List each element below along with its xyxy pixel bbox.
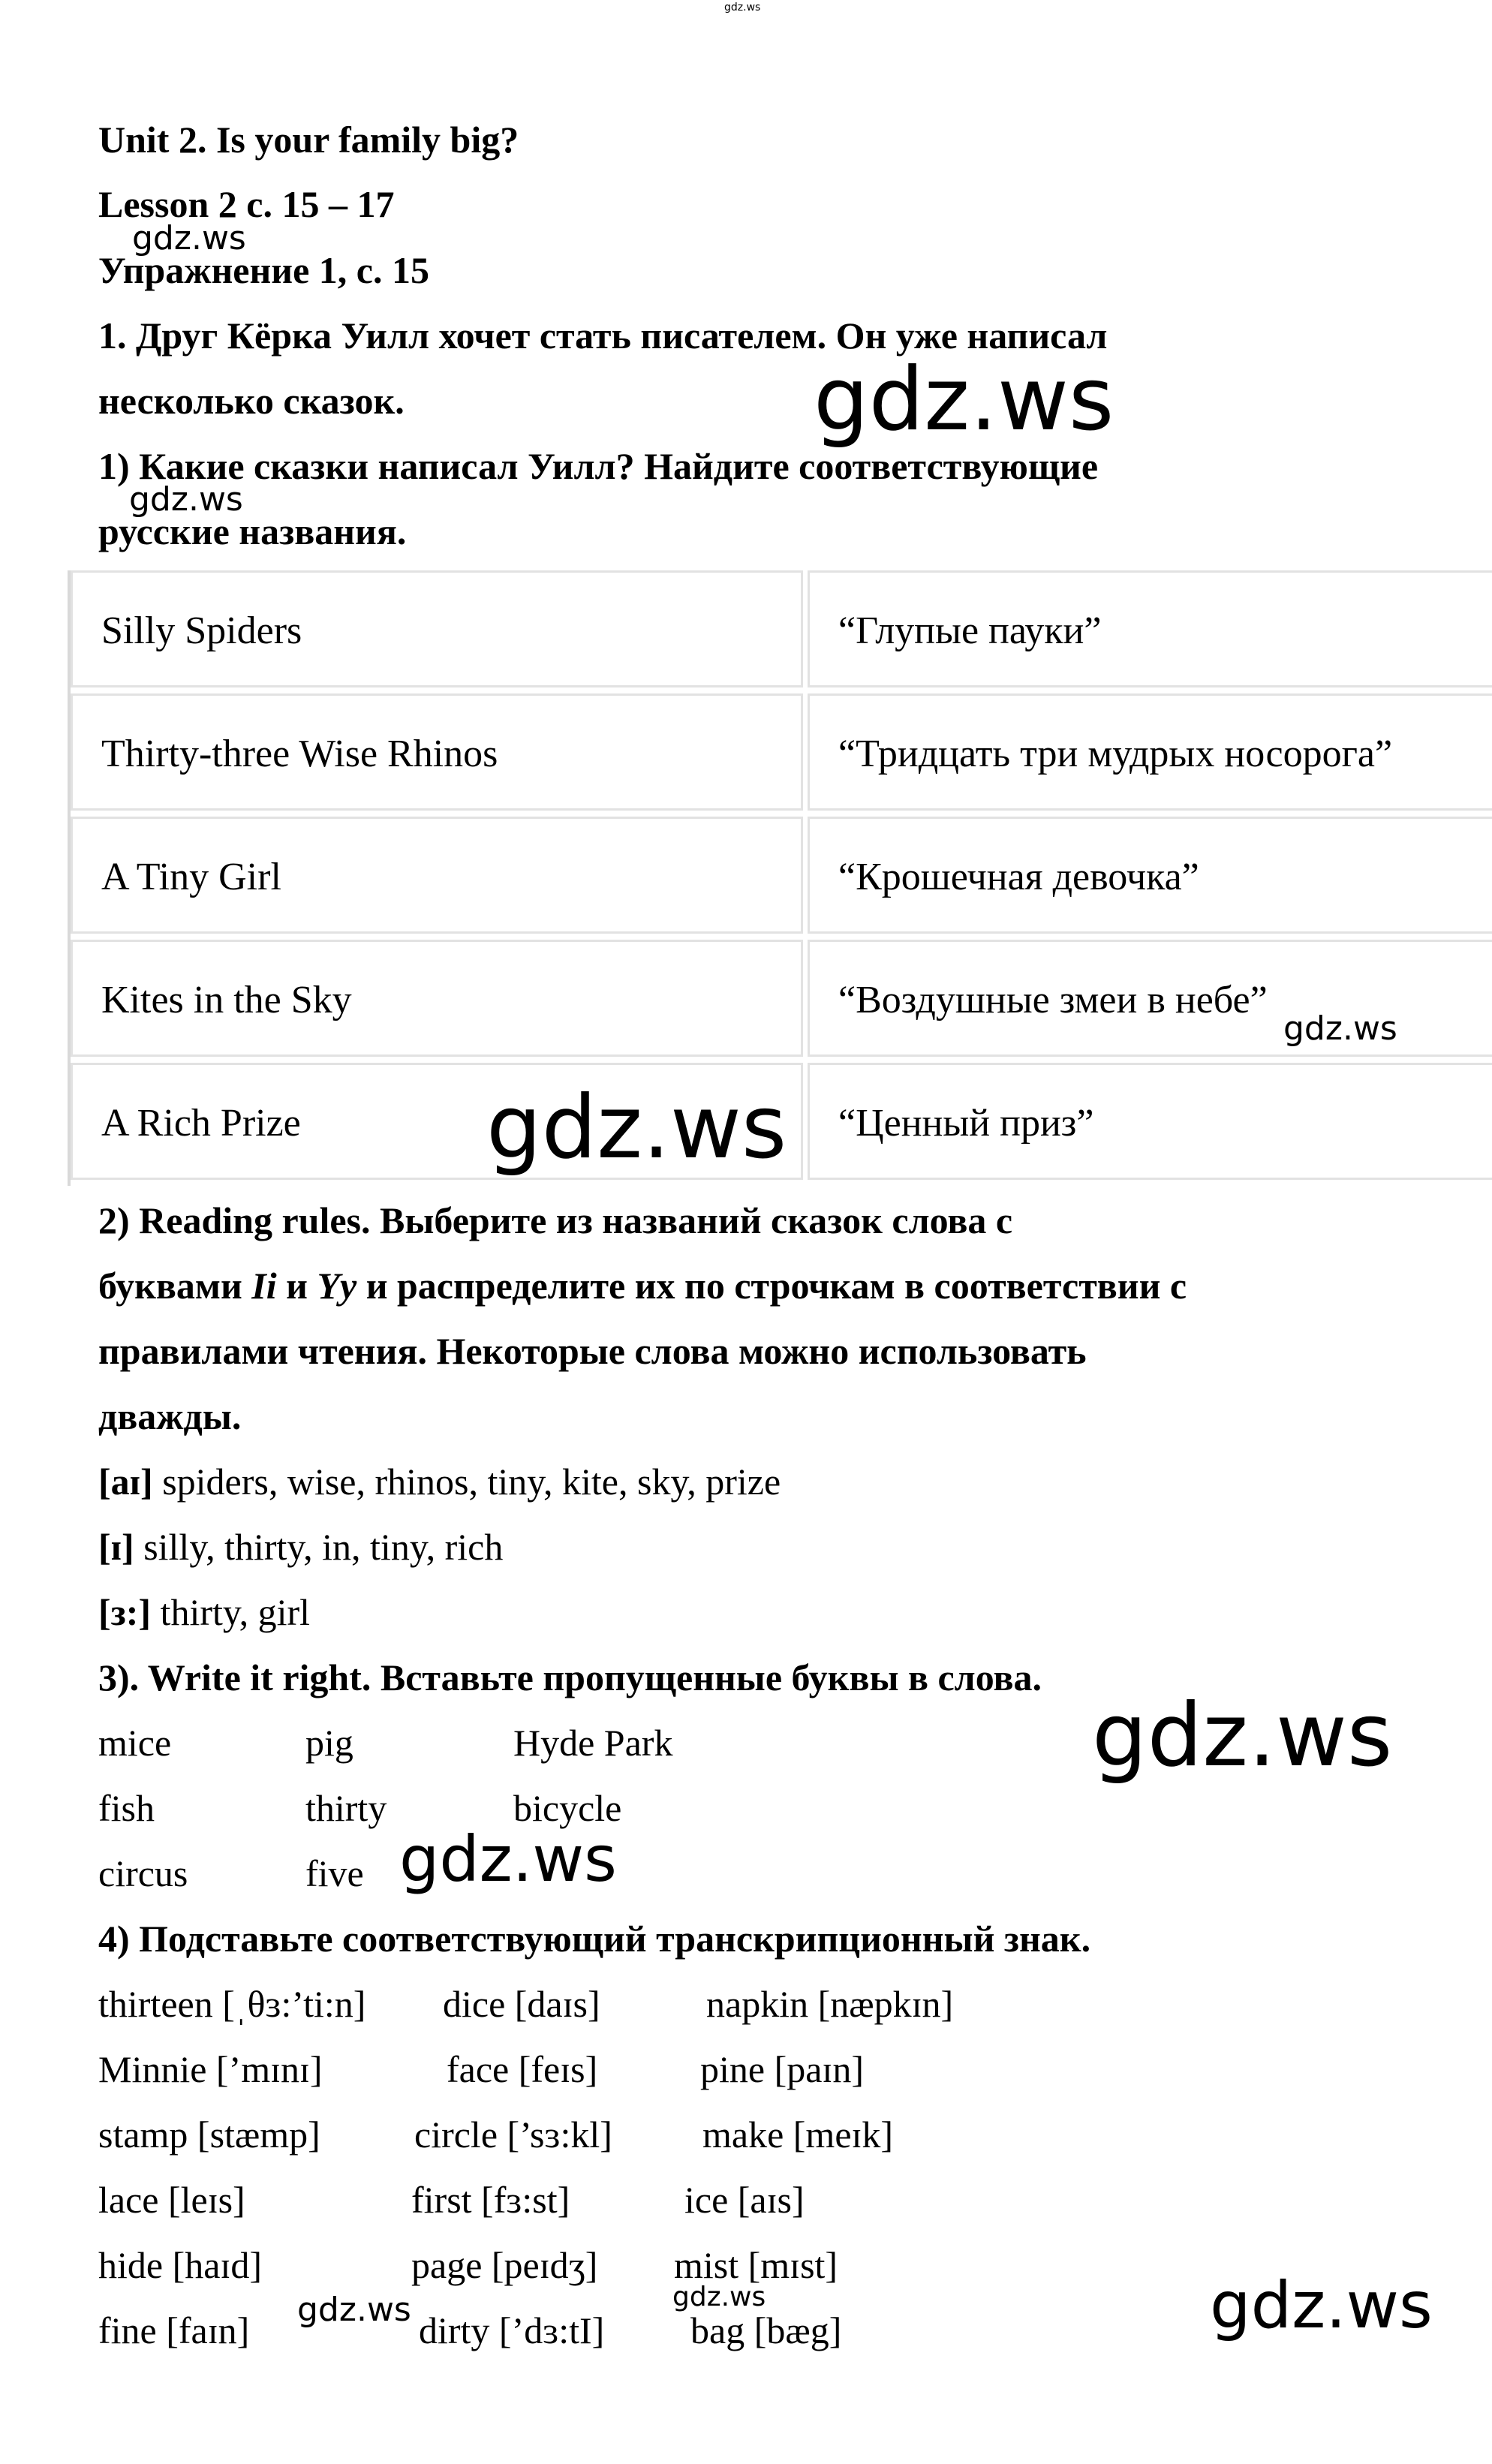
task2-line2-a: буквами xyxy=(98,1265,252,1307)
task2-line1: 2) Reading rules. Выберите из названий сказок слова с xyxy=(98,1199,1013,1241)
table-cell-ru: “Тридцать три мудрых носорога” xyxy=(808,693,1492,811)
transcription-item: mist [mɪst] xyxy=(674,2244,838,2286)
task1-line1: 1. Друг Кёрка Уилл хочет стать писателем. Он уже написал xyxy=(98,314,1108,357)
task3-word: mice xyxy=(98,1722,172,1764)
transcription-item: circle [’sɜ:kl] xyxy=(414,2114,612,2156)
watermark-medium: gdz.ws xyxy=(399,1822,617,1896)
watermark-top: gdz.ws xyxy=(724,2,761,14)
watermark-small-1: gdz.ws xyxy=(132,219,246,257)
table-cell-en: Silly Spiders xyxy=(71,570,803,687)
watermark-small-4: gdz.ws xyxy=(297,2291,411,2329)
watermark-big-2: gdz.ws xyxy=(486,1077,787,1178)
task3-word: pig xyxy=(305,1722,353,1764)
transcription-item: page [peɪdʒ] xyxy=(411,2244,598,2286)
table-cell-en: A Tiny Girl xyxy=(71,817,803,934)
task3-word: thirty xyxy=(305,1787,387,1829)
transcription-item: Minnie [’mɪnɪ] xyxy=(98,2048,323,2090)
table-cell-en: Thirty-three Wise Rhinos xyxy=(71,693,803,811)
transcription-item: fine [faɪn] xyxy=(98,2309,250,2351)
task2-line2-b: и xyxy=(276,1265,317,1307)
transcription-item: stamp [stæmp] xyxy=(98,2114,320,2156)
task2-line2 xyxy=(98,1263,1187,1308)
transcription-item: thirteen [ˌθɜ:’ti:n] xyxy=(98,1983,366,2025)
watermark-big-1: gdz.ws xyxy=(814,349,1114,450)
task3-word: bicycle xyxy=(513,1787,622,1829)
table-cell-ru: “Глупые пауки” xyxy=(808,570,1492,687)
task1-sub1-line1: 1) Какие сказки написал Уилл? Найдите соответствующие xyxy=(98,445,1099,487)
transcription-item: dirty [’dɜ:tI] xyxy=(419,2309,605,2351)
exercise-title: Упражнение 1, с. 15 xyxy=(98,249,429,291)
task3-word: fish xyxy=(98,1787,155,1829)
watermark-small-3: gdz.ws xyxy=(1283,1009,1397,1048)
task2-line4: дважды. xyxy=(98,1395,242,1437)
transcription-item: bag [bæg] xyxy=(690,2309,842,2351)
i-line xyxy=(98,1524,503,1569)
ai-line xyxy=(98,1459,781,1504)
transcription-item: ice [aɪs] xyxy=(684,2179,805,2221)
er-line xyxy=(98,1590,310,1635)
watermark-small-5: gdz.ws xyxy=(672,2282,766,2312)
lesson-title: Lesson 2 с. 15 – 17 xyxy=(98,183,395,225)
transcription-item: pine [paɪn] xyxy=(700,2048,864,2090)
task3-word: Hyde Park xyxy=(513,1722,673,1764)
letters-ii: Ii xyxy=(251,1265,277,1307)
task2-line3: правилами чтения. Некоторые слова можно использовать xyxy=(98,1330,1087,1372)
task3-word: five xyxy=(305,1852,364,1894)
table-row xyxy=(68,570,1492,693)
task3-word: circus xyxy=(98,1852,188,1894)
task2-line2-c: и распределите их по строчкам в соответствии с xyxy=(356,1265,1187,1307)
table-cell-en: A Rich Prize xyxy=(71,1063,803,1180)
table-cell-ru: “Воздушные змеи в небе” xyxy=(808,940,1492,1057)
transcription-item: make [meɪk] xyxy=(702,2114,894,2156)
table-row xyxy=(68,817,1492,940)
task3-title: 3). Write it right. Вставьте пропущенные буквы в слова. xyxy=(98,1656,1042,1698)
watermark-big-3: gdz.ws xyxy=(1092,1685,1393,1786)
task1-line2: несколько сказок. xyxy=(98,380,405,422)
transcription-item: first [fɜ:st] xyxy=(411,2179,570,2221)
table-cell-ru: “Крошечная девочка” xyxy=(808,817,1492,934)
i-symbol: [ɪ] xyxy=(98,1526,134,1568)
transcription-item: dice [daɪs] xyxy=(443,1983,600,2025)
er-words: thirty, girl xyxy=(151,1591,311,1633)
ai-words: spiders, wise, rhinos, tiny, kite, sky, prize xyxy=(152,1461,781,1503)
unit-title: Unit 2. Is your family big? xyxy=(98,119,519,161)
table-cell-ru: “Ценный приз” xyxy=(808,1063,1492,1180)
task1-sub1-line2: русские названия. xyxy=(98,510,407,552)
table-cell-en: Kites in the Sky xyxy=(71,940,803,1057)
watermark-big-4: gdz.ws xyxy=(1210,2268,1433,2343)
watermark-small-2: gdz.ws xyxy=(129,480,243,519)
task4-title: 4) Подставьте соответствующий транскрипционный знак. xyxy=(98,1918,1091,1960)
transcription-item: napkin [næpkɪn] xyxy=(706,1983,954,2025)
letters-yy: Yy xyxy=(317,1265,357,1307)
transcription-item: lace [leɪs] xyxy=(98,2179,245,2221)
transcription-item: hide [haɪd] xyxy=(98,2244,262,2286)
table-row xyxy=(68,693,1492,817)
table-row xyxy=(68,940,1492,1063)
i-words: silly, thirty, in, tiny, rich xyxy=(134,1526,504,1568)
er-symbol: [з:] xyxy=(98,1591,152,1633)
transcription-item: face [feɪs] xyxy=(447,2048,598,2090)
ai-symbol: [aɪ] xyxy=(98,1461,153,1503)
